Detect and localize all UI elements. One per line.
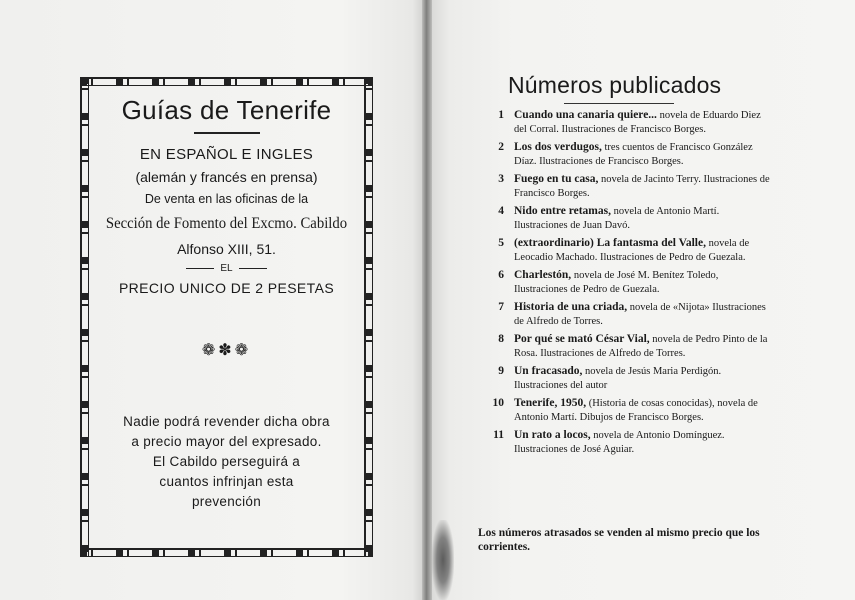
- item-number: 9: [498, 365, 504, 377]
- notice-line: El Cabildo perseguirá a: [152, 454, 301, 469]
- item-description: novela de Jacinto Terry. Ilustraciones de Francisco Borges.: [514, 174, 770, 199]
- item-number: 1: [498, 109, 504, 121]
- list-item: [484, 365, 772, 392]
- list-item: [484, 429, 772, 456]
- book-spine: [422, 0, 432, 600]
- item-description: (Historia de cosas conocidas), novela de Antonio Martí. Dibujos de Francisco Borges.: [514, 398, 758, 423]
- resale-notice: [92, 412, 361, 512]
- sale-line: De venta en las oficinas de la: [144, 192, 309, 206]
- item-title: Tenerife, 1950,: [514, 397, 587, 409]
- notice-line: a precio mayor del expresado.: [131, 434, 322, 449]
- item-title: Un rato a locos,: [514, 429, 591, 441]
- published-list: [484, 109, 772, 461]
- item-title: Un fracasado,: [514, 365, 583, 377]
- languages-line: EN ESPAÑOL E INGLES: [139, 146, 314, 163]
- el-divider: [92, 263, 361, 274]
- forthcoming-line: (alemán y francés en prensa): [135, 169, 318, 185]
- item-description: novela de Antonio Martí. Ilustraciones de Juan Davó.: [514, 206, 720, 231]
- list-item: [484, 109, 772, 136]
- item-title: Fuego en tu casa,: [514, 173, 599, 185]
- frame-border-right: [364, 77, 373, 557]
- item-description: novela de José M. Benítez Toledo, Ilustraciones de Pedro de Guezala.: [514, 270, 719, 295]
- item-title: (extraordinario) La fantasma del Valle,: [514, 237, 706, 249]
- frame-border-bottom: [80, 548, 373, 557]
- item-description: novela de Pedro Pinto de la Rosa. Ilustraciones de Alfredo de Torres.: [514, 334, 768, 359]
- el-dash-right: [239, 268, 267, 269]
- item-description: novela de «Nijota» Ilustraciones de Alfredo de Torres.: [514, 302, 766, 327]
- frame-border-top: [80, 77, 373, 86]
- item-description: novela de Jesús Maria Perdigón. Ilustraciones del autor: [514, 366, 722, 391]
- item-number: 11: [493, 429, 504, 441]
- item-description: tres cuentos de Francisco González Díaz. Ilustraciones de Francisco Borges.: [514, 142, 753, 167]
- title-rule: [194, 132, 260, 134]
- list-item: [484, 141, 772, 168]
- ornament-icon: ❁✽❁: [201, 342, 252, 359]
- price-line: PRECIO UNICO DE 2 PESETAS: [118, 280, 335, 296]
- item-title: Por qué se mató César Vial,: [514, 333, 650, 345]
- back-issues-note: Los números atrasados se venden al mismo precio que los corrientes.: [478, 527, 760, 553]
- list-item: [484, 269, 772, 296]
- item-number: 4: [498, 205, 504, 217]
- item-number: 7: [498, 301, 504, 313]
- item-title: Charlestón,: [514, 269, 572, 281]
- notice-line: cuantos infrinjan esta: [159, 474, 294, 489]
- item-title: Los dos verdugos,: [514, 141, 602, 153]
- notice-line: Nadie podrá revender dicha obra: [123, 414, 330, 429]
- list-item: [484, 173, 772, 200]
- frame-border-left: [80, 77, 89, 557]
- list-item: [484, 333, 772, 360]
- published-heading: Números publicados: [508, 72, 722, 98]
- list-item: [484, 397, 772, 424]
- left-page: [0, 0, 425, 600]
- el-label: EL: [220, 263, 233, 274]
- item-description: novela de Leocadio Machado. Ilustraciones de Pedro de Guezala.: [514, 238, 750, 263]
- frame-content: [92, 91, 361, 543]
- ornamental-frame: [80, 77, 373, 557]
- scan-shadow: [432, 520, 454, 600]
- list-item: [484, 301, 772, 328]
- item-number: 3: [498, 173, 504, 185]
- item-description: novela de Antonio Domínguez. Ilustraciones de José Aguiar.: [514, 430, 725, 455]
- section-line: Sección de Fomento del Excmo. Cabildo: [105, 215, 348, 232]
- item-title: Nido entre retamas,: [514, 205, 611, 217]
- item-description: novela de Eduardo Diez del Corral. Ilustraciones de Francisco Borges.: [514, 110, 761, 135]
- el-dash-left: [186, 268, 214, 269]
- item-number: 2: [498, 141, 504, 153]
- item-title: Historia de una criada,: [514, 301, 628, 313]
- list-item: [484, 237, 772, 264]
- item-number: 8: [498, 333, 504, 345]
- address-line: Alfonso XIII, 51.: [177, 241, 276, 257]
- list-item: [484, 205, 772, 232]
- notice-line: prevención: [191, 494, 262, 509]
- heading-rule: [564, 103, 674, 104]
- item-title: Cuando una canaria quiere...: [514, 109, 657, 121]
- item-number: 5: [498, 237, 504, 249]
- guide-title: Guías de Tenerife: [121, 95, 332, 125]
- item-number: 10: [492, 397, 504, 409]
- item-number: 6: [498, 269, 504, 281]
